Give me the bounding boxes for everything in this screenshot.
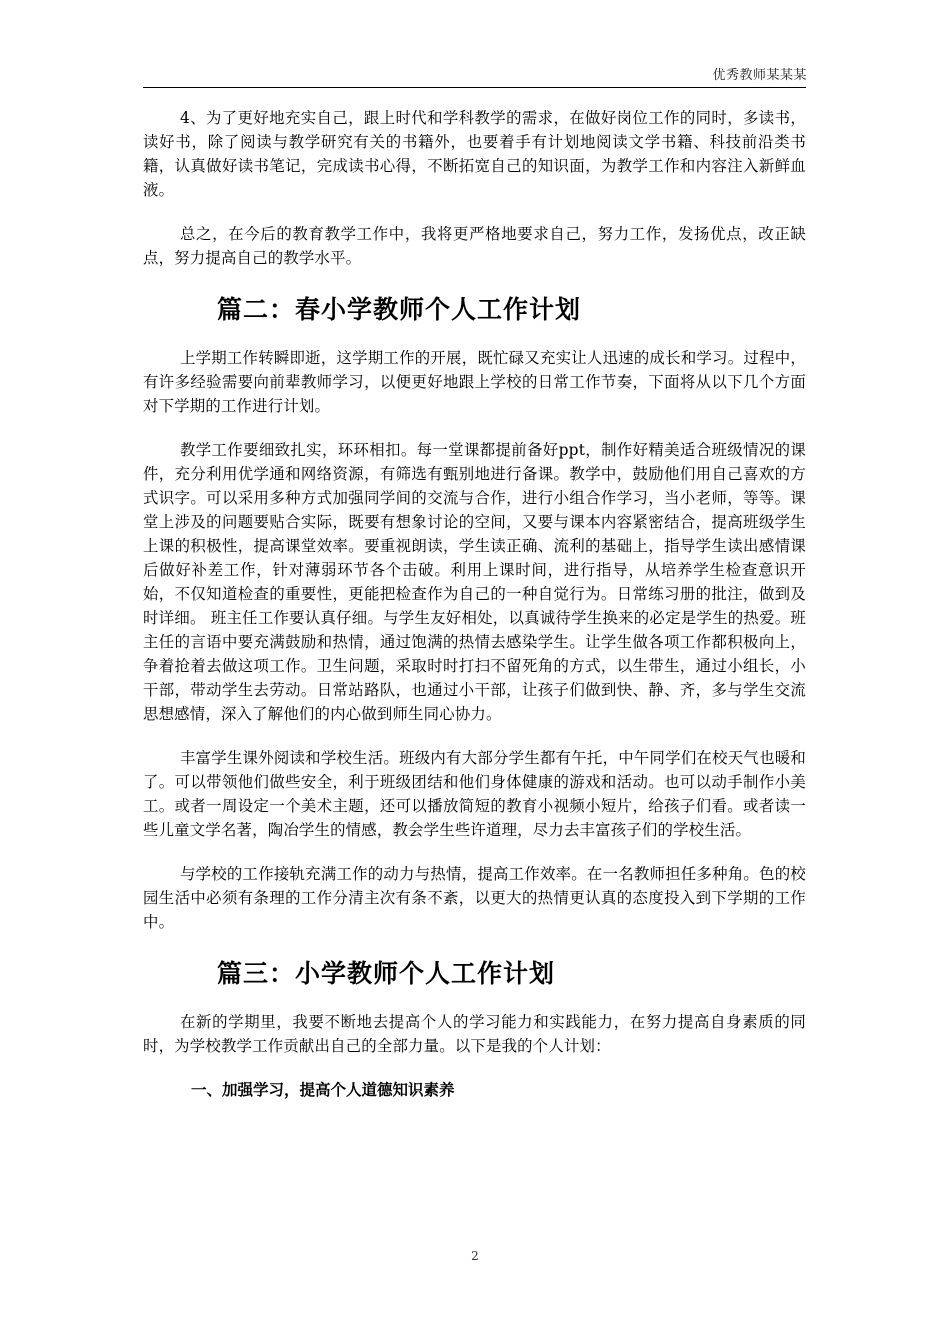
section3-subheading: 一、加强学习，提高个人道德知识素养 [191, 1081, 455, 1099]
paragraph-conclusion: 总之，在今后的教育教学工作中，我将更严格地要求自己，努力工作，发扬优点，改正缺点，努力提高自己的教学水平。 [143, 225, 806, 267]
section2-paragraph-teaching: 教学工作要细致扎实，环环相扣。每一堂课都提前备好ppt，制作好精美适合班级情况的课件，充分利用优学通和网络资源，有筛选有甄别地进行备课。教学中，鼓励他们用自己喜欢的方式识字。可以采用多种方式加强同学间的交流与合作，进行小组合作学习，当小老师，等等。课堂上涉及的问题要贴合实际，既要有想象讨论的空间，又要与课本内容紧密结合，提高班级学生上课的积极性，提高课堂效率。要重视朗读，学生读正确、流利的基础上，指导学生读出感情课后做好补差工作，针对薄弱环节各个击破。利用上课时间，进行指导，从培养学生检查意识开始，不仅知道检查的重要性，更能把检查作为自己的一种自觉行为。日常练习册的批注，做到及时详细。 班主任工作要认真仔细。与学生友好相处，以真诚待学生换来的必定是学生的热爱。班主任的言语中要充满鼓励和热情，通过饱满的热情去感染学生。让学生做各项工作都积极向上，争着抢着去做这项工作。卫生问题，采取时时打扫不留死角的方式，以生带生，通过小组长，小干部，带动学生去劳动。日常站路队，也通过小干部，让孩子们做到快、静、齐，多与学生交流思想感情，深入了解他们的内心做到师生同心协力。 [143, 441, 806, 723]
section2-paragraph-intro: 上学期工作转瞬即逝，这学期工作的开展，既忙碌又充实让人迅速的成长和学习。过程中，有许多经验需要向前辈教师学习，以便更好地跟上学校的日常工作节奏，下面将从以下几个方面对下学期的工作进行计划。 [143, 349, 806, 415]
page-body [143, 106, 806, 1102]
paragraph-reading-plan: 4、为了更好地充实自己，跟上时代和学科教学的需求，在做好岗位工作的同时，多读书，读好书，除了阅读与教学研究有关的书籍外，也要着手有计划地阅读文学书籍、科技前沿类书籍，认真做好读书笔记，完成读书心得，不断拓宽自己的知识面，为教学工作和内容注入新鲜血液。 [143, 109, 806, 199]
section-title-2: 篇二：春小学教师个人工作计划 [217, 295, 582, 324]
section2-paragraph-efficiency: 与学校的工作接轨充满工作的动力与热情，提高工作效率。在一名教师担任多种角。色的校园生活中必须有条理的工作分清主次有条不紊，以更大的热情更认真的态度投入到下学期的工作中。 [143, 865, 806, 931]
section2-paragraph-reading: 丰富学生课外阅读和学校生活。班级内有大部分学生都有午托，中午同学们在校天气也暖和了。可以带领他们做些安全，利于班级团结和他们身体健康的游戏和活动。也可以动手制作小美工。或者一周设定一个美术主题，还可以播放简短的教育小视频小短片，给孩子们看。或者读一些儿童文学名著，陶冶学生的情感，教会学生些许道理，尽力去丰富孩子们的学校生活。 [143, 749, 806, 839]
page-number: 2 [471, 1249, 479, 1263]
section-title-3: 篇三：小学教师个人工作计划 [217, 959, 556, 988]
running-header: 优秀教师某某某 [712, 68, 807, 83]
header-rule [143, 87, 806, 88]
section3-paragraph-intro: 在新的学期里，我要不断地去提高个人的学习能力和实践能力，在努力提高自身素质的同时，为学校教学工作贡献出自己的全部力量。以下是我的个人计划： [143, 1013, 806, 1055]
